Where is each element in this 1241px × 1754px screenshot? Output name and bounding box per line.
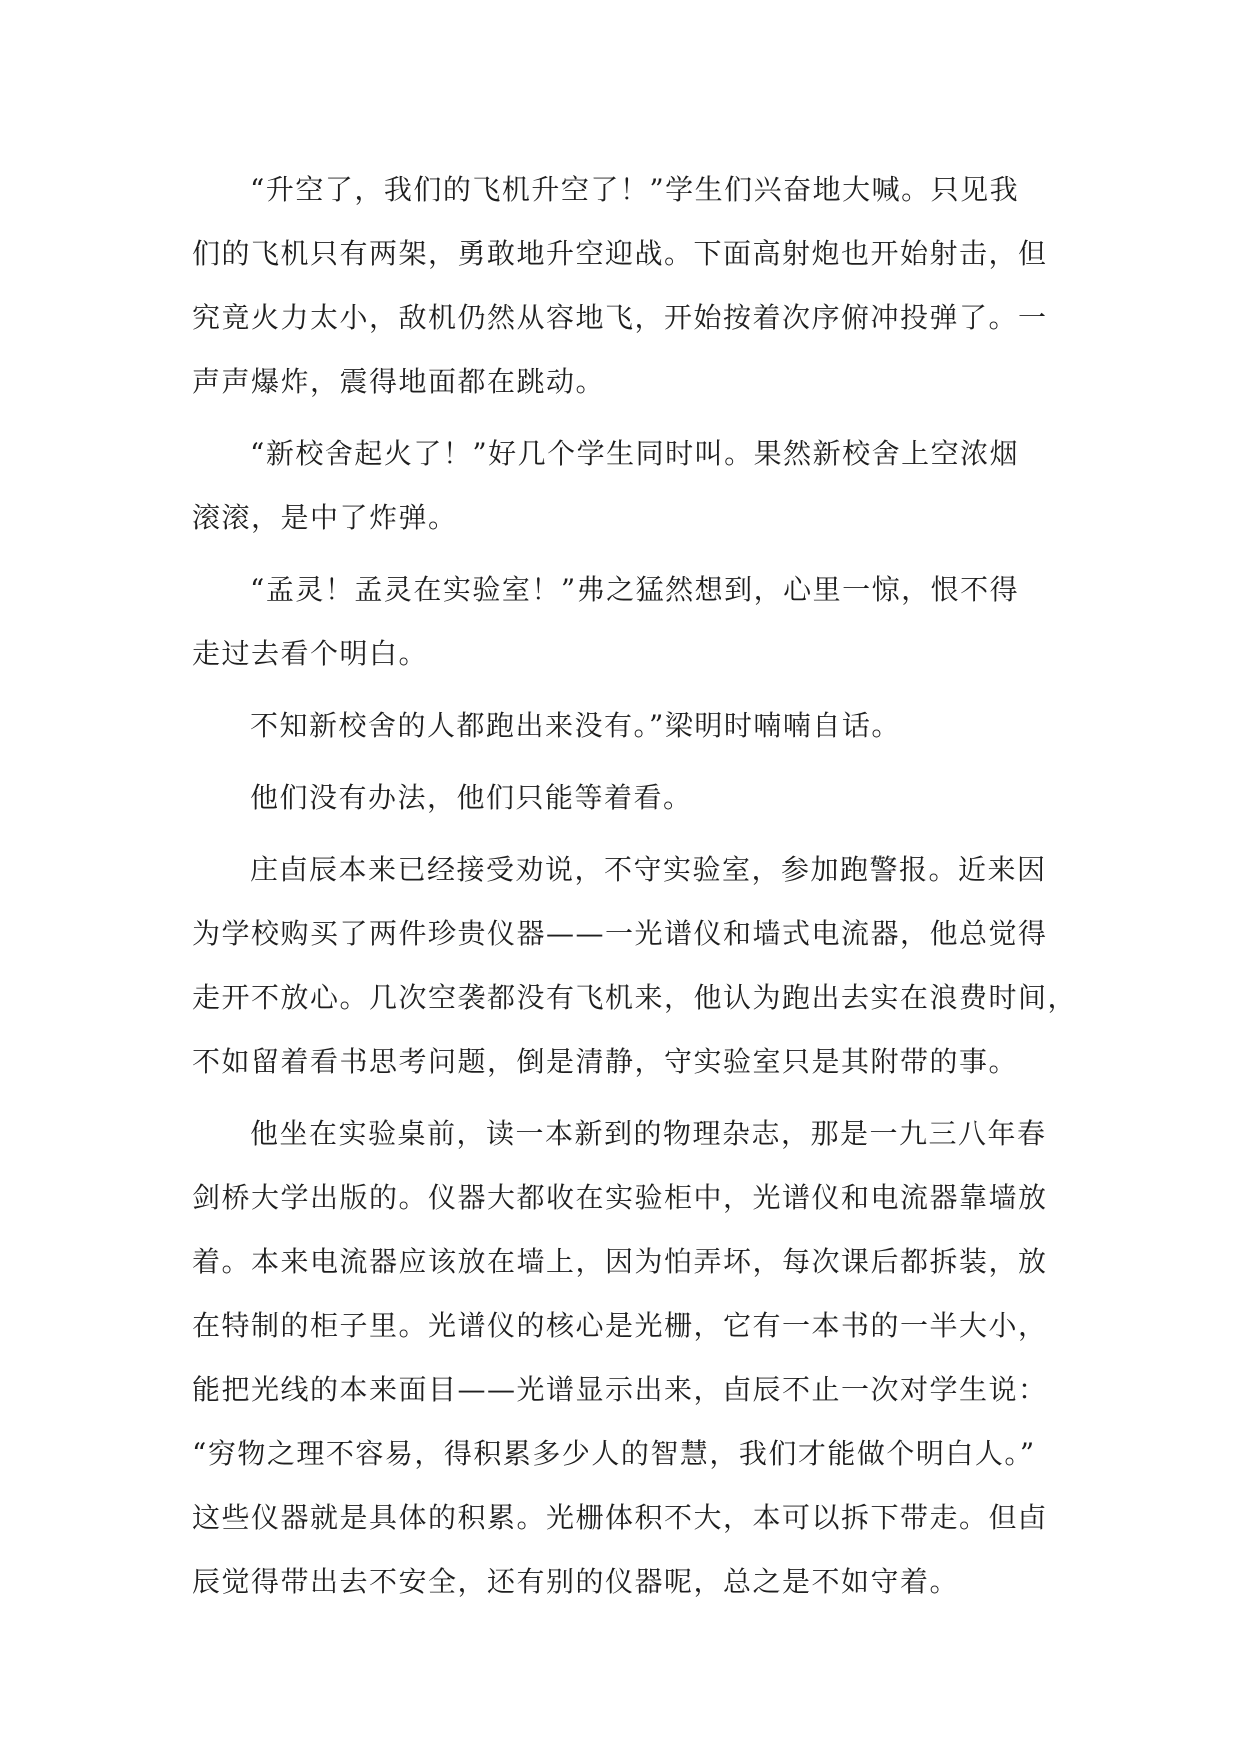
body-text [192,158,1078,1614]
text-line: 滚滚，是中了炸弹。 [192,501,458,534]
text-line: 在特制的柜子里。光谱仪的核心是光栅，它有一本书的一半大小， [192,1309,1048,1342]
text-line: 不知新校舍的人都跑出来没有。”梁明时喃喃自话。 [250,709,901,742]
text-line: 们的飞机只有两架，勇敢地升空迎战。下面高射炮也开始射击，但 [192,237,1048,270]
text-line: 究竟火力太小，敌机仍然从容地飞，开始按着次序俯冲投弹了。一 [192,301,1048,334]
text-line: 能把光线的本来面目——光谱显示出来，卣辰不止一次对学生说： [192,1373,1048,1406]
text-line: 他坐在实验桌前，读一本新到的物理杂志，那是一九三八年春 [250,1117,1047,1150]
text-line: “升空了，我们的飞机升空了！”学生们兴奋地大喊。只见我 [250,173,1020,206]
text-line: 他们没有办法，他们只能等着看。 [250,781,693,814]
text-line: “新校舍起火了！”好几个学生同时叫。果然新校舍上空浓烟 [250,437,1020,470]
text-line: “孟灵！孟灵在实验室！”弗之猛然想到，心里一惊，恨不得 [250,573,1020,606]
text-line: 剑桥大学出版的。仪器大都收在实验柜中，光谱仪和电流器靠墙放 [192,1181,1048,1214]
text-line: 这些仪器就是具体的积累。光栅体积不大，本可以拆下带走。但卣 [192,1501,1048,1534]
text-line: 庄卣辰本来已经接受劝说，不守实验室，参加跑警报。近来因 [250,853,1047,886]
text-line: 辰觉得带出去不安全，还有别的仪器呢，总之是不如守着。 [192,1565,960,1598]
text-line: 声声爆炸，震得地面都在跳动。 [192,365,606,398]
text-line: 走开不放心。几次空袭都没有飞机来，他认为跑出去实在浪费时间， [192,981,1078,1014]
text-line: 为学校购买了两件珍贵仪器——一光谱仪和墙式电流器，他总觉得 [192,917,1048,950]
text-line: 走过去看个明白。 [192,637,429,670]
text-line: “穷物之理不容易，得积累多少人的智慧，我们才能做个明白人。” [192,1437,1036,1470]
text-line: 不如留着看书思考问题，倒是清静，守实验室只是其附带的事。 [192,1045,1019,1078]
text-line: 着。本来电流器应该放在墙上，因为怕弄坏，每次课后都拆装，放 [192,1245,1048,1278]
